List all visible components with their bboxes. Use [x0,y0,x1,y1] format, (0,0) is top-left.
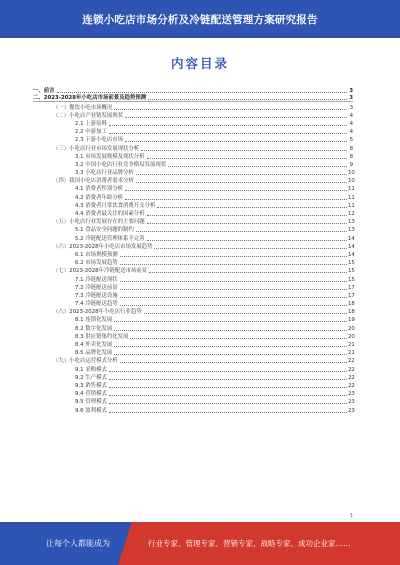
toc-entry-label: 9.4 营销模式 [75,391,107,398]
toc-leader-dots [57,92,347,93]
toc-entry[interactable] [33,94,353,102]
toc-leader-dots [144,313,347,314]
toc-entry-label: 3.3 小吃店行业品牌分析 [75,170,134,177]
toc-leader-dots [147,158,347,159]
toc-entry-page: 12 [348,211,355,217]
toc-entry[interactable] [33,111,353,119]
toc-entry-page: 18 [348,301,355,308]
toc-entry-page: 10 [348,178,355,185]
toc-entry-label: （五）小吃店行业发展存在的主要问题 [53,219,145,226]
toc-entry-label: 9.3 销售模式 [75,382,107,389]
toc-entry-page: 3 [349,88,353,95]
toc-leader-dots [168,166,347,167]
toc-entry-label: 7.2 冷链配送前景 [75,284,118,291]
toc-entry[interactable] [33,192,353,200]
toc-entry-page: 5 [349,137,353,144]
toc-entry-label: 9.6 盈利模式 [75,407,107,414]
toc-entry[interactable] [33,348,353,356]
toc-entry-label: 6.2 市场发展趋势 [75,260,118,267]
toc-leader-dots [136,182,347,183]
toc-entry-page: 23 [348,407,355,414]
toc-entry-label: 2.2 中游加工 [75,129,107,136]
toc-leader-dots [136,231,347,232]
toc-entry-label: 4.3 消费者日常饮食消费开支分析 [75,202,156,209]
toc-entry-page: 3 [349,95,353,102]
toc-entry-label: （四）我国小吃店消费者需求分析 [53,178,134,185]
toc-entry-label: 3.2 中国小吃店行业竞争格局发展现状 [75,161,167,168]
toc-entry[interactable] [33,274,353,282]
toc-entry[interactable] [33,364,353,372]
footer-slogan-right: 行业专家、管理专家、营销专家、战略专家、成功企业家…… [148,539,351,548]
toc-entry-page: 23 [348,391,355,398]
toc-leader-dots [109,387,347,388]
toc-entry[interactable] [33,250,353,258]
toc-entry-page: 4 [349,129,353,136]
toc-entry-label: 6.1 市场规模预测 [75,251,118,258]
toc-entry-page: 14 [348,243,355,250]
toc-entry[interactable] [33,258,353,266]
toc-entry-label: 4.2 消费者年龄分析 [75,194,124,201]
toc-entry[interactable] [33,86,353,94]
toc-entry-page: 4 [349,120,353,127]
toc-leader-dots [109,412,347,413]
toc-leader-dots [141,150,347,151]
toc-entry-page: 17 [348,292,355,299]
toc-leader-dots [109,133,347,134]
toc-entry[interactable] [33,201,353,209]
toc-entry-page: 22 [348,374,355,381]
toc-entry[interactable] [33,184,353,192]
toc-entry-page: 14 [348,251,355,258]
toc-entry-label: 8.1 连锁化发展 [75,317,113,324]
toc-entry[interactable] [33,225,353,233]
toc-entry[interactable] [33,291,353,299]
toc-entry-page: 15 [348,260,355,267]
toc-entry-label: 5.1 食品安全问题的制约 [75,227,134,234]
toc-entry-label: 8.3 供应链集约化发展 [75,333,129,340]
toc-leader-dots [109,403,347,404]
toc-entry-page: 22 [348,366,355,373]
toc-entry[interactable] [33,209,353,217]
toc-entry-page: 15 [348,268,355,275]
toc-entry-label: 8.4 外卖化发展 [75,342,113,348]
toc-entry-page: 4 [349,112,353,119]
toc-leader-dots [114,346,347,347]
table-of-contents [33,86,353,414]
toc-entry[interactable] [33,176,353,184]
toc-entry-page: 9 [349,161,353,168]
toc-entry-page: 23 [348,399,355,406]
toc-entry-page: 11 [348,194,355,201]
toc-entry-label: 7.4 冷链配送趋势 [75,301,118,308]
toc-entry[interactable] [33,389,353,397]
toc-leader-dots [125,190,347,191]
toc-leader-dots [120,281,347,282]
toc-entry[interactable] [33,119,353,127]
toc-leader-dots [125,117,347,118]
toc-entry-page: 20 [348,333,355,340]
toc-entry-label: （八）2023-2028年小吃店行业趋势 [53,309,142,316]
toc-entry[interactable] [33,340,353,348]
toc-entry[interactable] [33,332,353,340]
toc-leader-dots [120,362,347,363]
toc-entry-label: 5.2 冷链配送管理体系不完善 [75,235,145,242]
toc-entry-label: 4.1 消费者性别分析 [75,186,124,193]
toc-entry-page: 19 [348,317,355,324]
toc-entry-page: 15 [348,276,355,283]
toc-entry-page: 8 [349,153,353,160]
toc-entry-label: 8.5 品牌化发展 [75,350,113,357]
toc-entry-page: 8 [349,145,353,152]
toc-entry[interactable] [33,323,353,331]
toc-entry[interactable] [33,102,353,110]
toc-entry-page: 13 [348,219,355,226]
toc-heading: 内容目录 [170,56,229,71]
toc-entry-label: 2.3 下游小吃店市场 [75,137,124,144]
toc-entry[interactable] [33,127,353,135]
toc-entry[interactable] [33,283,353,291]
toc-entry-label: （二）小吃店产业链发展现状 [53,112,124,119]
toc-leader-dots [114,354,347,355]
toc-leader-dots [114,330,347,331]
toc-leader-dots [147,223,347,224]
toc-entry-page: 17 [348,284,355,291]
toc-entry-label: 3.1 市场发展规模及现状分析 [75,153,145,160]
toc-entry-page: 3 [349,104,353,111]
toc-leader-dots [120,264,347,265]
toc-entry-page: 21 [348,342,355,348]
toc-entry-label: 9.1 采购模式 [75,366,107,373]
toc-entry-page: 14 [348,235,355,242]
toc-leader-dots [114,321,347,322]
toc-entry-label: 8.2 数字化发展 [75,325,113,332]
toc-leader-dots [136,174,347,175]
toc-leader-dots [125,141,347,142]
toc-entry-page: 10 [348,170,355,177]
toc-leader-dots [154,248,347,249]
toc-leader-dots [120,256,347,257]
toc-leader-dots [120,305,347,306]
toc-entry[interactable] [33,143,353,151]
toc-leader-dots [149,272,347,273]
toc-entry[interactable] [33,160,353,168]
page-number: 1 [349,513,353,519]
toc-entry[interactable] [33,168,353,176]
toc-entry-label: （七）2023-2028年冷链配送市场前景 [53,268,148,275]
toc-entry[interactable] [33,266,353,274]
toc-entry-page: 21 [348,350,355,357]
toc-leader-dots [147,240,347,241]
report-title: 连锁小吃店市场分析及冷链配送管理方案研究报告 [82,13,318,26]
toc-entry[interactable] [33,315,353,323]
toc-entry[interactable] [33,299,353,307]
toc-leader-dots [130,338,347,339]
document-header [0,0,400,38]
toc-leader-dots [120,289,347,290]
toc-entry[interactable] [33,307,353,315]
toc-entry-page: 20 [348,325,355,332]
toc-entry-page: 13 [348,227,355,234]
footer-slogan-left: 让每个人都能成为 [46,539,110,548]
toc-leader-dots [109,125,347,126]
toc-leader-dots [147,215,347,216]
toc-entry-page: 11 [348,202,355,209]
toc-entry[interactable] [33,405,353,413]
toc-entry-label: 9.2 生产模式 [75,374,107,381]
toc-entry-label: 二、2023-2028年小吃店市场前景及趋势预测 [33,95,147,102]
toc-entry-page: 18 [348,309,355,316]
toc-leader-dots [114,109,347,110]
toc-entry[interactable] [33,356,353,364]
toc-entry[interactable] [33,233,353,241]
toc-entry-page: 11 [348,186,355,193]
toc-leader-dots [125,199,347,200]
toc-entry-page: 22 [348,382,355,389]
toc-leader-dots [157,207,347,208]
toc-entry-label: （九）小吃店运营模式分析 [53,358,118,365]
toc-entry-label: 9.5 管理模式 [75,399,107,406]
toc-entry[interactable] [33,217,353,225]
toc-leader-dots [109,379,347,380]
toc-entry-label: （一）餐饮小吃市场概况 [53,104,113,111]
toc-entry-page: 22 [348,358,355,365]
toc-entry[interactable] [33,152,353,160]
toc-entry-label: （三）小吃店行业市场发展现状分析 [53,145,140,152]
toc-entry[interactable] [33,135,353,143]
document-footer [0,522,400,565]
toc-entry-label: 7.3 冷链配送设施 [75,292,118,299]
toc-entry-label: 2.1 上游原料 [75,120,107,127]
toc-entry-label: （六）2023-2028年小吃店市场发展趋势 [53,243,153,250]
toc-leader-dots [109,371,347,372]
toc-entry[interactable] [33,381,353,389]
toc-entry-label: 一、前言 [33,88,55,95]
toc-entry[interactable] [33,397,353,405]
toc-leader-dots [109,395,347,396]
toc-entry[interactable] [33,242,353,250]
toc-leader-dots [120,297,347,298]
toc-entry[interactable] [33,373,353,381]
toc-entry-label: 4.4 消费者最关注的因素分析 [75,211,145,217]
toc-leader-dots [148,99,347,100]
toc-entry-label: 7.1 冷链配送现状 [75,276,118,283]
